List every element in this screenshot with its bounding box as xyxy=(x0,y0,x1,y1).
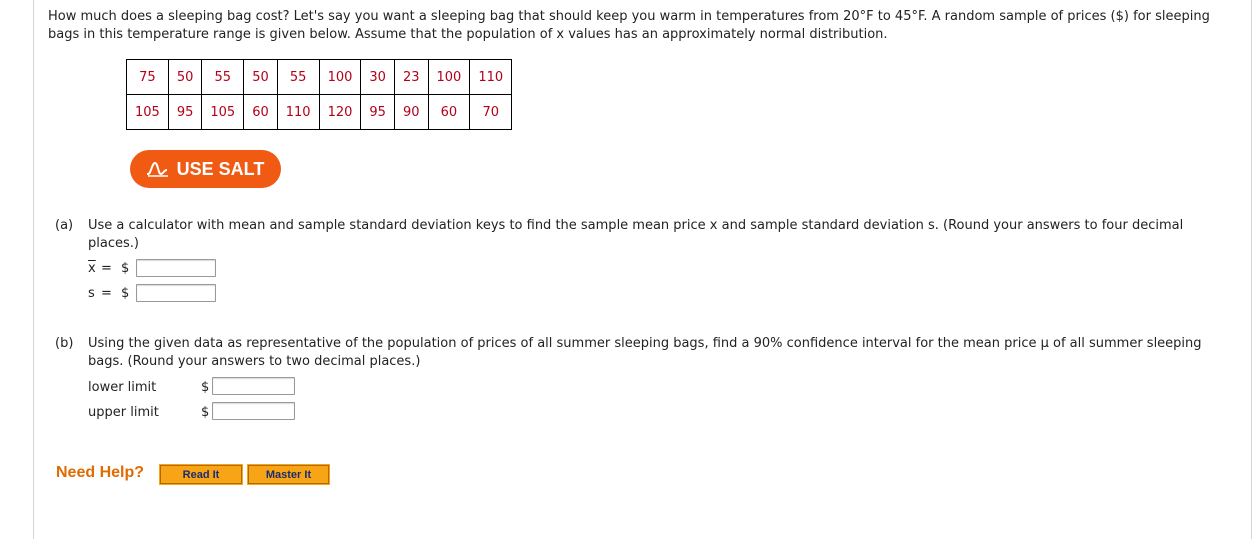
xbar-equals: = xyxy=(101,261,112,276)
s-input[interactable] xyxy=(136,284,216,302)
use-salt-label: USE SALT xyxy=(176,158,265,179)
part-b-line-1: Using the given data as representative of the population of prices of all summer sleeping bags, find a 90% confidence interval for the mean price μ of all summer sleeping xyxy=(88,336,1202,351)
table-cell: 55 xyxy=(202,60,244,95)
table-cell: 50 xyxy=(168,60,202,95)
use-salt-button[interactable] xyxy=(130,150,281,188)
table-cell: 100 xyxy=(428,60,470,95)
table-cell: 70 xyxy=(470,95,512,130)
table-cell: 60 xyxy=(428,95,470,130)
s-currency: $ xyxy=(121,286,130,301)
table-cell: 110 xyxy=(277,95,319,130)
table-cell: 100 xyxy=(319,60,361,95)
table-cell: 120 xyxy=(319,95,361,130)
lower-limit-input[interactable] xyxy=(212,377,295,395)
lower-limit-label: lower limit xyxy=(88,380,157,395)
price-table xyxy=(126,59,512,130)
upper-currency: $ xyxy=(201,405,210,420)
table-cell: 90 xyxy=(394,95,428,130)
master-it-button[interactable]: Master It xyxy=(248,465,329,484)
table-cell: 55 xyxy=(277,60,319,95)
s-equals: = xyxy=(101,286,112,301)
upper-limit-label: upper limit xyxy=(88,405,159,420)
table-cell: 60 xyxy=(244,95,278,130)
need-help-label: Need Help? xyxy=(56,464,145,481)
upper-limit-input[interactable] xyxy=(212,402,295,420)
s-symbol: s xyxy=(88,286,95,301)
part-a-line-1: Use a calculator with mean and sample standard deviation keys to find the sample mean price x and sample standard deviation s. (Round your answers to four decimal xyxy=(88,218,1184,233)
table-cell: 105 xyxy=(202,95,244,130)
lower-currency: $ xyxy=(201,380,210,395)
table-cell: 110 xyxy=(470,60,512,95)
table-cell: 95 xyxy=(168,95,202,130)
table-cell: 75 xyxy=(127,60,169,95)
question-intro xyxy=(48,8,1238,44)
intro-line-2: bags in this temperature range is given below. Assume that the population of x values has an approximately normal distribution. xyxy=(48,27,888,42)
salt-logo-icon xyxy=(147,161,169,177)
part-a-line-2: places.) xyxy=(88,236,139,251)
intro-line-1: How much does a sleeping bag cost? Let's say you want a sleeping bag that should keep you warm in temperatures from 20°F to 45°F. A random sample of prices ($) for sleeping xyxy=(48,9,1210,24)
read-it-button[interactable]: Read It xyxy=(160,465,242,484)
part-a-text xyxy=(88,217,1223,253)
table-row xyxy=(127,60,512,95)
xbar-symbol: $\overline{x}$ xyxy=(88,261,96,276)
table-cell: 23 xyxy=(394,60,428,95)
xbar-input[interactable] xyxy=(136,259,216,277)
table-cell: 105 xyxy=(127,95,169,130)
part-b-line-2: bags. (Round your answers to two decimal places.) xyxy=(88,354,421,369)
part-a-label: (a) xyxy=(55,218,74,233)
table-row xyxy=(127,95,512,130)
table-cell: 50 xyxy=(244,60,278,95)
table-cell: 30 xyxy=(361,60,395,95)
table-cell: 95 xyxy=(361,95,395,130)
part-b-text xyxy=(88,335,1223,371)
xbar-currency: $ xyxy=(121,261,130,276)
part-b-label: (b) xyxy=(55,336,74,351)
